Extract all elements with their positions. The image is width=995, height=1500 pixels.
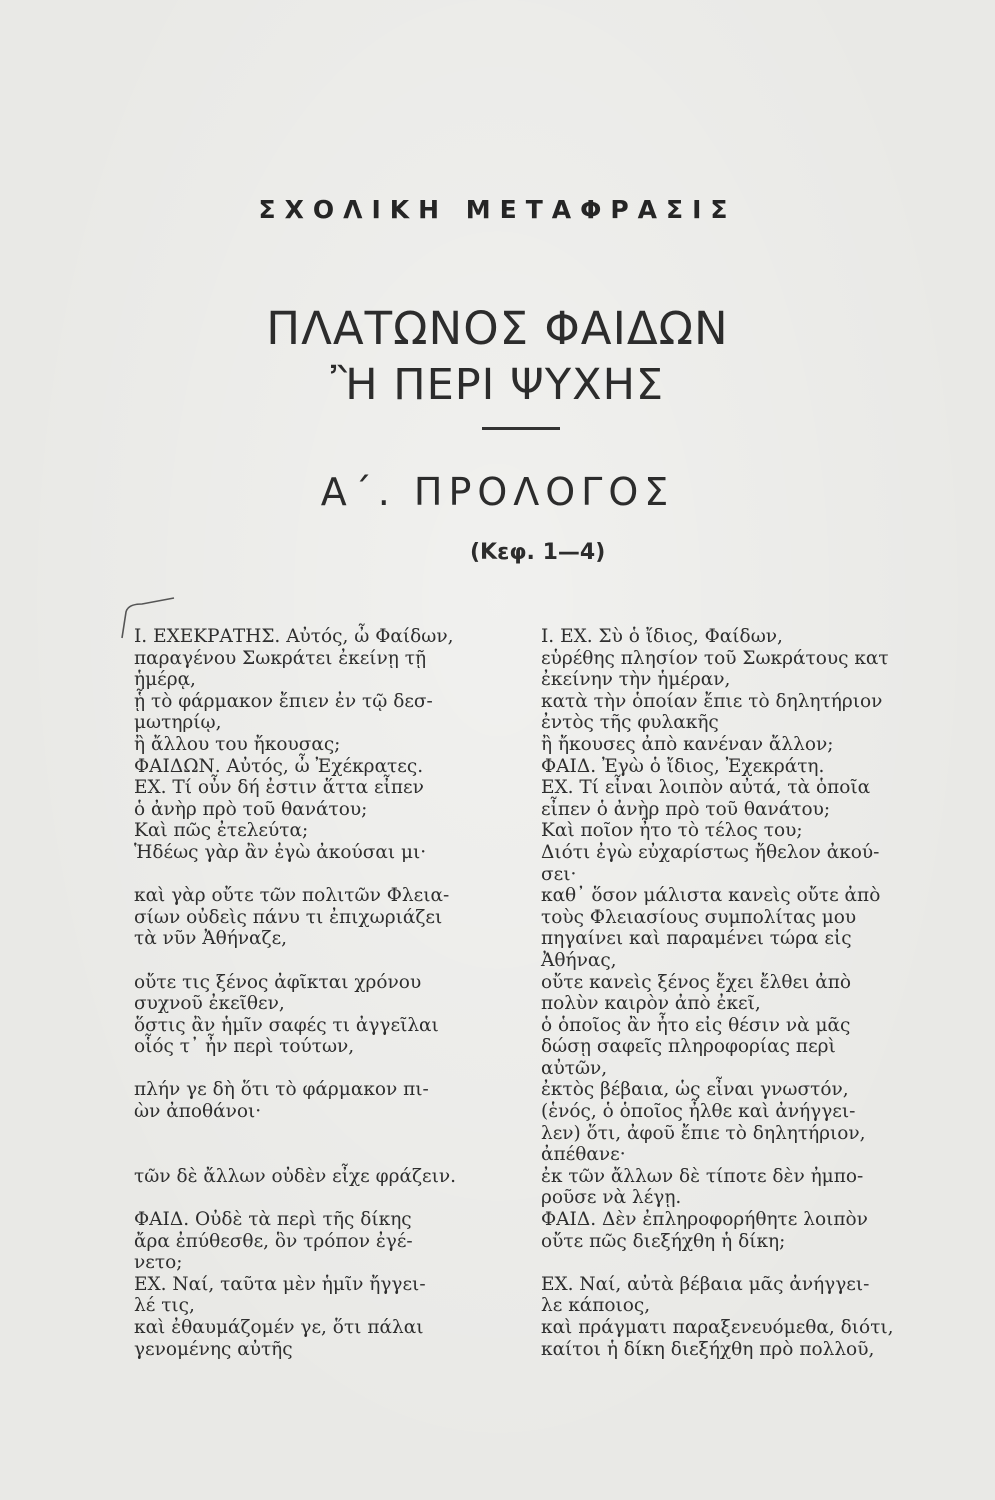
translation-text-line: ἢ ἤκουσες ἀπὸ κανέναν ἄλλον; <box>541 733 834 755</box>
greek-text-line: σίων οὐδεὶς πάνυ τι ἐπιχωριάζει <box>134 906 443 928</box>
greek-text-line: καὶ γὰρ οὔτε τῶν πολιτῶν Φλεια- <box>134 885 450 907</box>
greek-text-line: ὼν ἀποθάνοι· <box>134 1101 262 1123</box>
translation-text-line: πολὺν καιρὸν ἀπὸ ἐκεῖ, <box>541 993 761 1015</box>
greek-text-line: γενομένης αὐτῆς <box>134 1338 293 1360</box>
translation-text-line: ΕΧ. Τί εἶναι λοιπὸν αὐτά, τὰ ὁποῖα <box>541 777 871 799</box>
greek-text-line: τὰ νῦν Ἀθήναζε, <box>134 928 288 950</box>
greek-text-line: ὅστις ἂν ἡμῖν σαφές τι ἀγγεῖλαι <box>134 1014 439 1036</box>
translation-text-line: ἐκείνην τὴν ἡμέραν, <box>541 669 731 691</box>
greek-text-line: ᾗ τὸ φάρμακον ἔπιεν ἐν τῷ δεσ- <box>134 690 433 712</box>
greek-text-line: νετο; <box>134 1252 183 1274</box>
greek-text-line: I. ΕΧΕΚΡΑΤΗΣ. Αὐτός, ὦ Φαίδων, <box>134 626 454 647</box>
greek-text-line <box>134 950 529 972</box>
translation-text-line: πηγαίνει καὶ παραμένει τώρα εἰς <box>541 928 852 950</box>
translation-text-line: Καὶ ποῖον ἦτο τὸ τέλος του; <box>541 820 803 842</box>
greek-text-line: τῶν δὲ ἄλλων οὐδὲν εἶχε φράζειν. <box>134 1165 456 1187</box>
translation-text-line: ΦΑΙΔ. Ἐγὼ ὁ ἴδιος, Ἐχεκράτη. <box>541 755 825 777</box>
greek-text-line: μωτηρίῳ, <box>134 712 222 734</box>
translation-text-line: ΕΧ. Ναί, αὐτὰ βέβαια μᾶς ἀνήγγει- <box>541 1273 870 1295</box>
translation-text-line: δώσῃ σαφεῖς πληροφορίας περὶ <box>541 1036 836 1058</box>
translation-text-line: εὑρέθης πλησίον τοῦ Σωκράτους κατ <box>541 647 889 669</box>
translation-text-line: ἐκτὸς βέβαια, ὡς εἶναι γνωστόν, <box>541 1079 849 1101</box>
greek-original-column <box>134 626 529 1360</box>
series-title: ΣΧΟΛΙΚΗ ΜΕΤΑΦΡΑΣΙΣ <box>258 195 737 224</box>
title-rule <box>482 427 560 430</box>
greek-text-line: ΕΧ. Τί οὖν δή ἐστιν ἅττα εἶπεν <box>134 777 424 799</box>
translation-text-line: τοὺς Φλειασίους συμπολίτας μου <box>541 906 857 928</box>
translation-text-line: εἶπεν ὁ ἀνὴρ πρὸ τοῦ θανάτου; <box>541 798 831 820</box>
translation-text-line: I. ΕΧ. Σὺ ὁ ἴδιος, Φαίδων, <box>541 626 783 647</box>
greek-text-line: ΕΧ. Ναί, ταῦτα μὲν ἡμῖν ἤγγει- <box>134 1273 426 1295</box>
greek-text-line: παραγένου Σωκράτει ἐκείνῃ τῇ <box>134 647 427 669</box>
translation-text-line: καίτοι ἡ δίκη διεξήχθη πρὸ πολλοῦ, <box>541 1338 875 1360</box>
greek-text-line <box>134 1187 529 1209</box>
translation-text-line: ἀπέθανε· <box>541 1144 626 1166</box>
translation-text-line: λε κάποιος, <box>541 1295 651 1317</box>
chapter-range: (Κεφ. 1—4) <box>470 540 606 565</box>
greek-text-line: οὔτε τις ξένος ἀφῖκται χρόνου <box>134 971 422 993</box>
translation-text-line: Διότι ἐγὼ εὐχαρίστως ἤθελον ἀκού- <box>541 841 880 863</box>
greek-text-line <box>134 1123 529 1145</box>
translation-text-line: ἐντὸς τῆς φυλακῆς <box>541 712 719 734</box>
greek-text-line: ὁ ἀνὴρ πρὸ τοῦ θανάτου; <box>134 798 368 820</box>
greek-text-line <box>134 1058 529 1080</box>
translation-text-line: καὶ πράγματι παραξενευόμεθα, διότι, <box>541 1317 894 1338</box>
greek-text-line: λέ τις, <box>134 1295 195 1317</box>
greek-text-line: συχνοῦ ἐκεῖθεν, <box>134 993 285 1015</box>
greek-text-line: καὶ ἐθαυμάζομέν γε, ὅτι πάλαι <box>134 1317 424 1338</box>
greek-text-line: πλήν γε δὴ ὅτι τὸ φάρμακον πι- <box>134 1079 429 1101</box>
translation-text-line: ροῦσε νὰ λέγῃ. <box>541 1187 682 1209</box>
greek-text-line: Ἡδέως γὰρ ἂν ἐγὼ ἀκούσαι μι· <box>134 841 427 863</box>
work-title: ΠΛΑΤΩΝΟΣ ΦΑΙΔΩΝ <box>266 302 729 355</box>
translation-text-line: (ἑνός, ὁ ὁποῖος ἦλθε καὶ ἀνήγγει- <box>541 1101 856 1123</box>
section-title: Α΄. ΠΡΟΛΟΓΟΣ <box>320 470 675 514</box>
translation-text-line: αὐτῶν, <box>541 1057 608 1079</box>
translation-column <box>541 626 966 1360</box>
greek-text-line: ἄρα ἐπύθεσθε, ὃν τρόπον ἐγέ- <box>134 1230 413 1252</box>
translation-text-line: κατὰ τὴν ὁποίαν ἔπιε τὸ δηλητήριον <box>541 690 883 712</box>
greek-text-line <box>134 1144 529 1166</box>
translation-text-line <box>541 1252 966 1274</box>
greek-text-line <box>134 864 529 886</box>
translation-text-line: ἐκ τῶν ἄλλων δὲ τίποτε δὲν ἠμπο- <box>541 1165 864 1187</box>
translation-text-line: οὔτε κανεὶς ξένος ἔχει ἔλθει ἀπὸ <box>541 971 852 993</box>
greek-text-line: οἷός τ᾽ ἦν περὶ τούτων, <box>134 1036 355 1058</box>
translation-text-line: οὔτε πῶς διεξήχθη ἡ δίκη; <box>541 1230 786 1252</box>
work-subtitle: Ἢ ΠΕΡΙ ΨΥΧΗΣ <box>330 360 665 410</box>
greek-text-line: ἢ ἄλλου του ἤκουσας; <box>134 733 341 755</box>
translation-text-line: καθ᾽ ὅσον μάλιστα κανεὶς οὔτε ἀπὸ <box>541 885 881 907</box>
greek-text-line: ἡμέρᾳ, <box>134 669 196 691</box>
translation-text-line: Ἀθήνας, <box>541 949 617 971</box>
greek-text-line: ΦΑΙΔ. Οὐδὲ τὰ περὶ τῆς δίκης <box>134 1209 412 1231</box>
translation-text-line: σει· <box>541 863 577 885</box>
translation-text-line: λεν) ὅτι, ἀφοῦ ἔπιε τὸ δηλητήριον, <box>541 1122 866 1144</box>
greek-text-line: ΦΑΙΔΩΝ. Αὐτός, ὦ Ἐχέκρατες. <box>134 755 424 777</box>
translation-text-line: ὁ ὁποῖος ἂν ἦτο εἰς θέσιν νὰ μᾶς <box>541 1014 851 1036</box>
greek-text-line: Καὶ πῶς ἐτελεύτα; <box>134 820 309 842</box>
translation-text-line: ΦΑΙΔ. Δὲν ἐπληροφορήθητε λοιπὸν <box>541 1209 868 1231</box>
